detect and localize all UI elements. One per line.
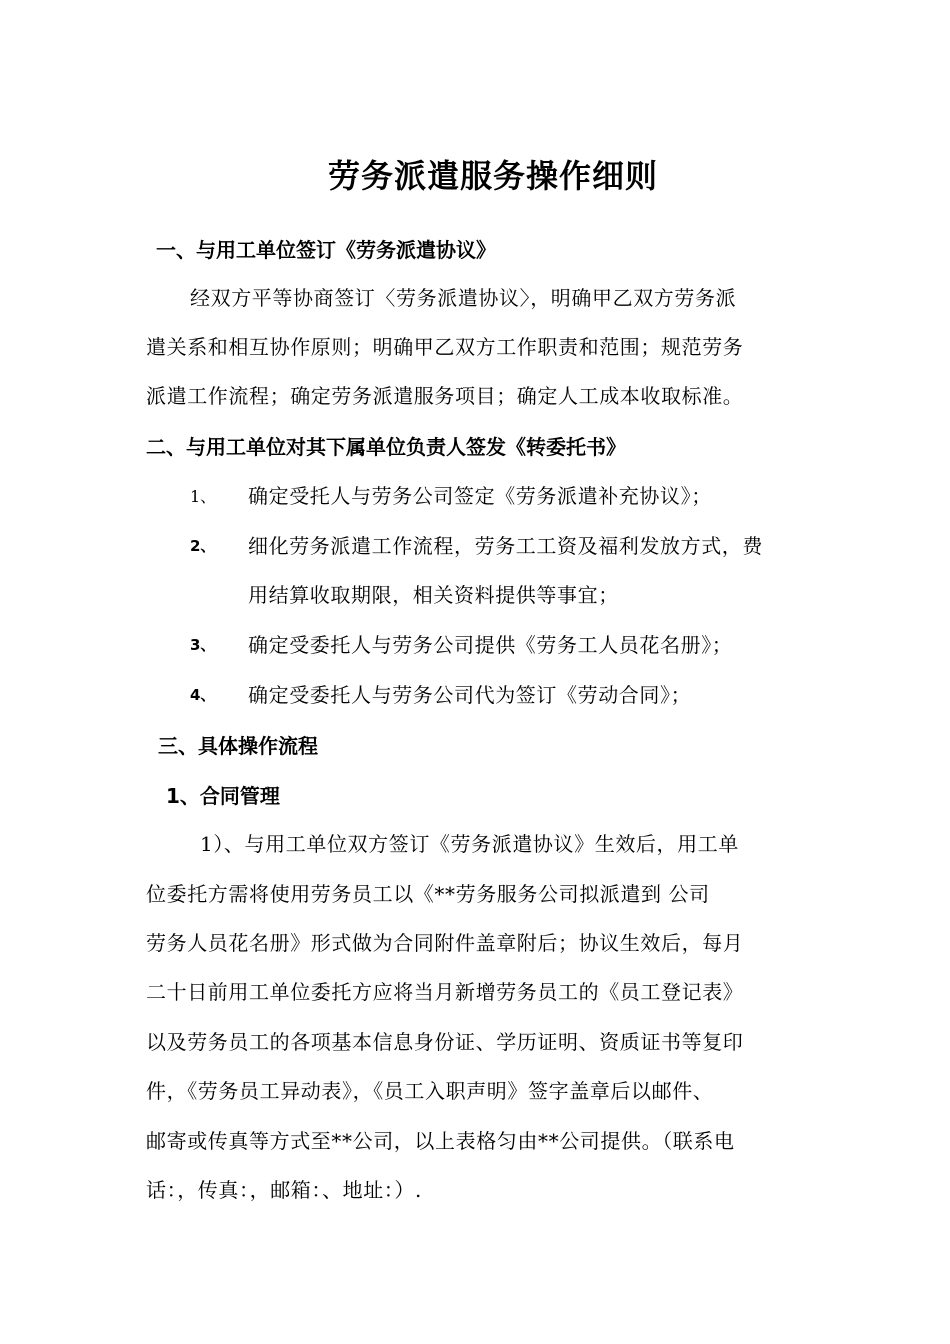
contract-line-6: 件，《劳务员工异动表》，《员工入职声明》签字盖章后以邮件、	[146, 1079, 714, 1103]
section-1-heading: 一、与用工单位签订《劳务派遣协议》	[156, 238, 496, 262]
section-3-subheading: 1、合同管理	[166, 784, 280, 808]
list-item-number: 1、	[190, 487, 217, 506]
section-3-heading: 三、具体操作流程	[158, 734, 318, 758]
section-1-line-2: 遣关系和相互协作原则；明确甲乙双方工作职责和范围；规范劳务	[146, 335, 744, 359]
list-item-number: 4、	[190, 686, 216, 704]
list-item-text: 用结算收取期限，相关资料提供等事宜；	[248, 583, 619, 607]
contract-line-3: 劳务人员花名册》形式做为合同附件盖章附后；协议生效后，每月	[146, 931, 744, 955]
contract-line-8: 话：，传真：，邮箱：、地址：）.	[146, 1178, 422, 1202]
list-item-number: 2、	[190, 537, 216, 555]
section-2-heading: 二、与用工单位对其下属单位负责人签发《转委托书》	[146, 435, 626, 459]
list-item-text: 确定受托人与劳务公司签定《劳务派遣补充协议》；	[248, 484, 712, 508]
contract-line-2: 位委托方需将使用劳务员工以《**劳务服务公司拟派遣到 公司	[146, 882, 710, 906]
list-item-text: 细化劳务派遣工作流程，劳务工工资及福利发放方式，费	[248, 534, 763, 558]
contract-line-7: 邮寄或传真等方式至**公司，以上表格匀由**公司提供。（联系电	[146, 1129, 735, 1153]
list-item-text: 确定受委托人与劳务公司提供《劳务工人员花名册》；	[248, 633, 733, 657]
document-title: 劳务派遣服务操作细则	[327, 157, 658, 195]
contract-line-5: 以及劳务员工的各项基本信息身份证、学历证明、资质证书等复印	[146, 1030, 744, 1054]
section-1-line-3: 派遣工作流程；确定劳务派遣服务项目；确定人工成本收取标准。	[146, 384, 744, 408]
contract-line-1: 1）、与用工单位双方签订《劳务派遣协议》生效后，用工单	[200, 832, 739, 856]
list-item-text: 确定受委托人与劳务公司代为签订《劳动合同》；	[248, 683, 692, 707]
contract-line-4: 二十日前用工单位委托方应将当月新增劳务员工的《员工登记表》	[146, 980, 744, 1004]
list-item-number: 3、	[190, 636, 216, 654]
section-1-line-1: 经双方平等协商签订〈劳务派遣协议〉，明确甲乙双方劳务派	[190, 286, 737, 310]
